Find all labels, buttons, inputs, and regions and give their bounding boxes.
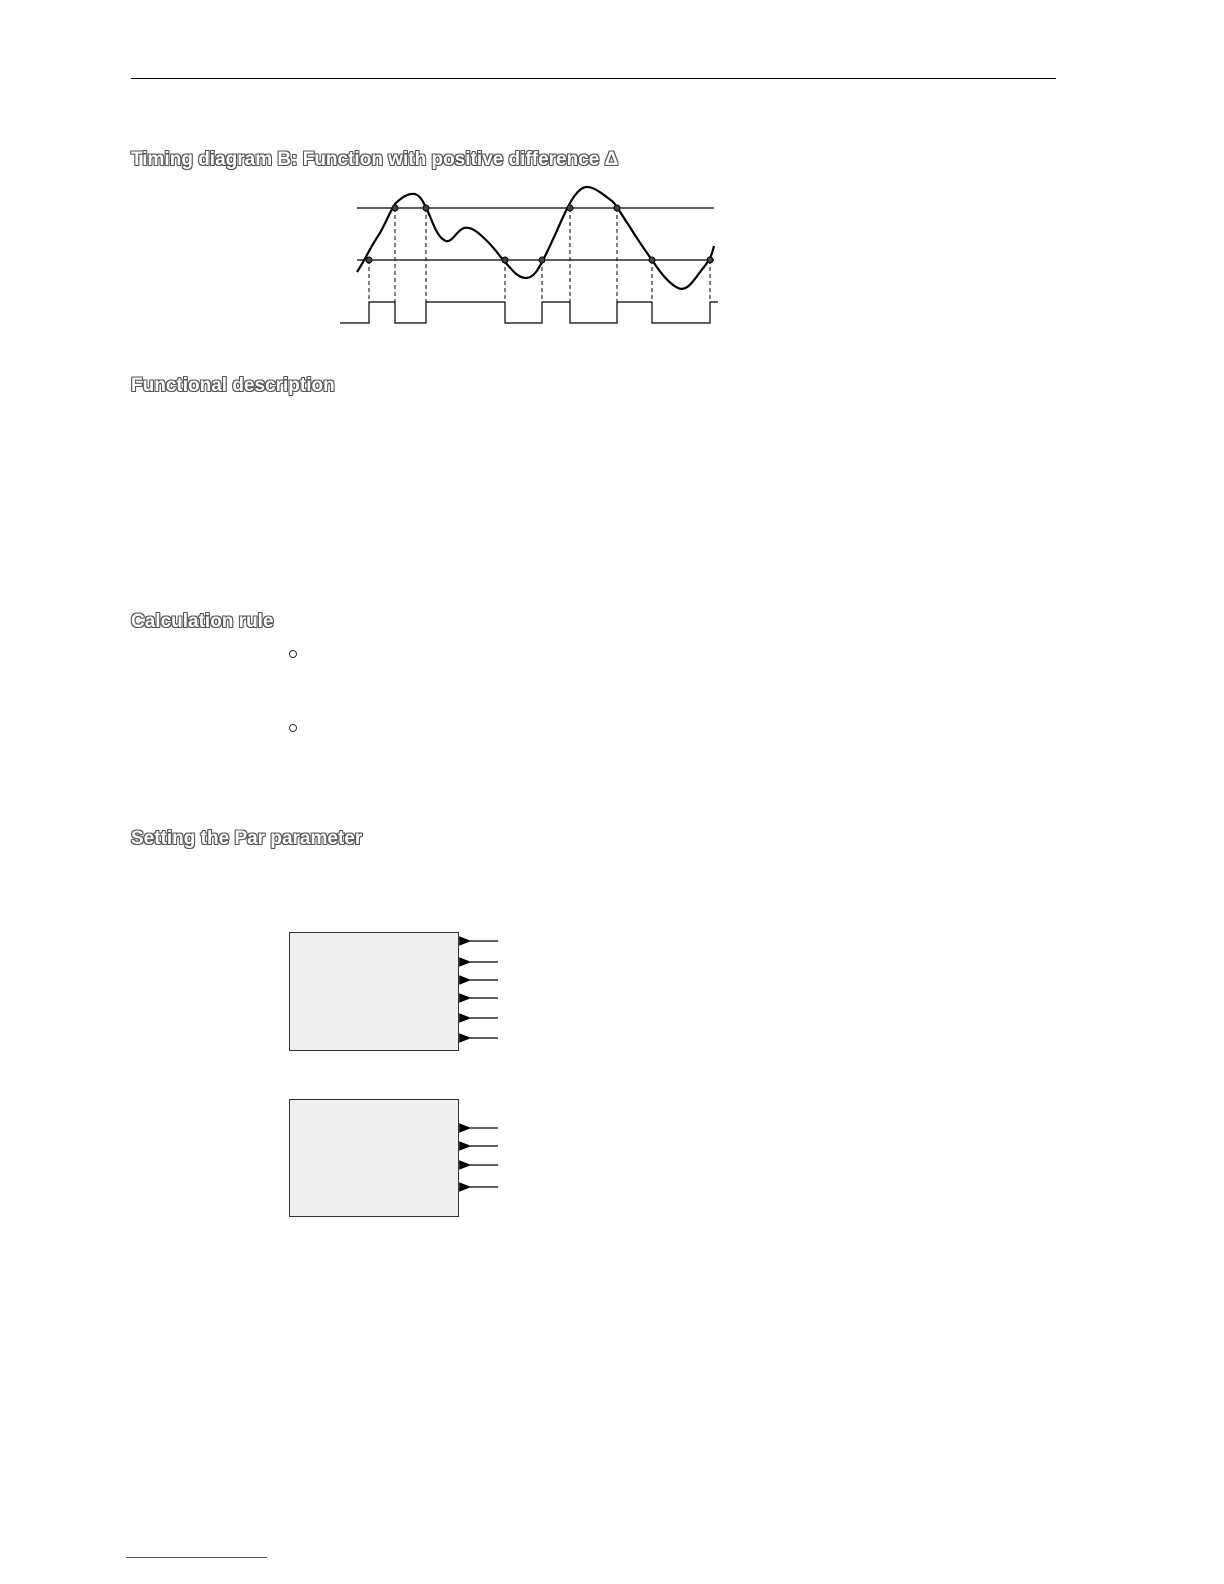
footer-link-underline[interactable] [126,1557,267,1558]
setting-par-heading: Setting the Par parameter [131,828,363,849]
calculation-rule-heading: Calculation rule [131,611,274,632]
timing-diagram-heading: Timing diagram B: Function with positive difference Δ [131,149,619,170]
functional-description-heading: Functional description [131,375,335,396]
